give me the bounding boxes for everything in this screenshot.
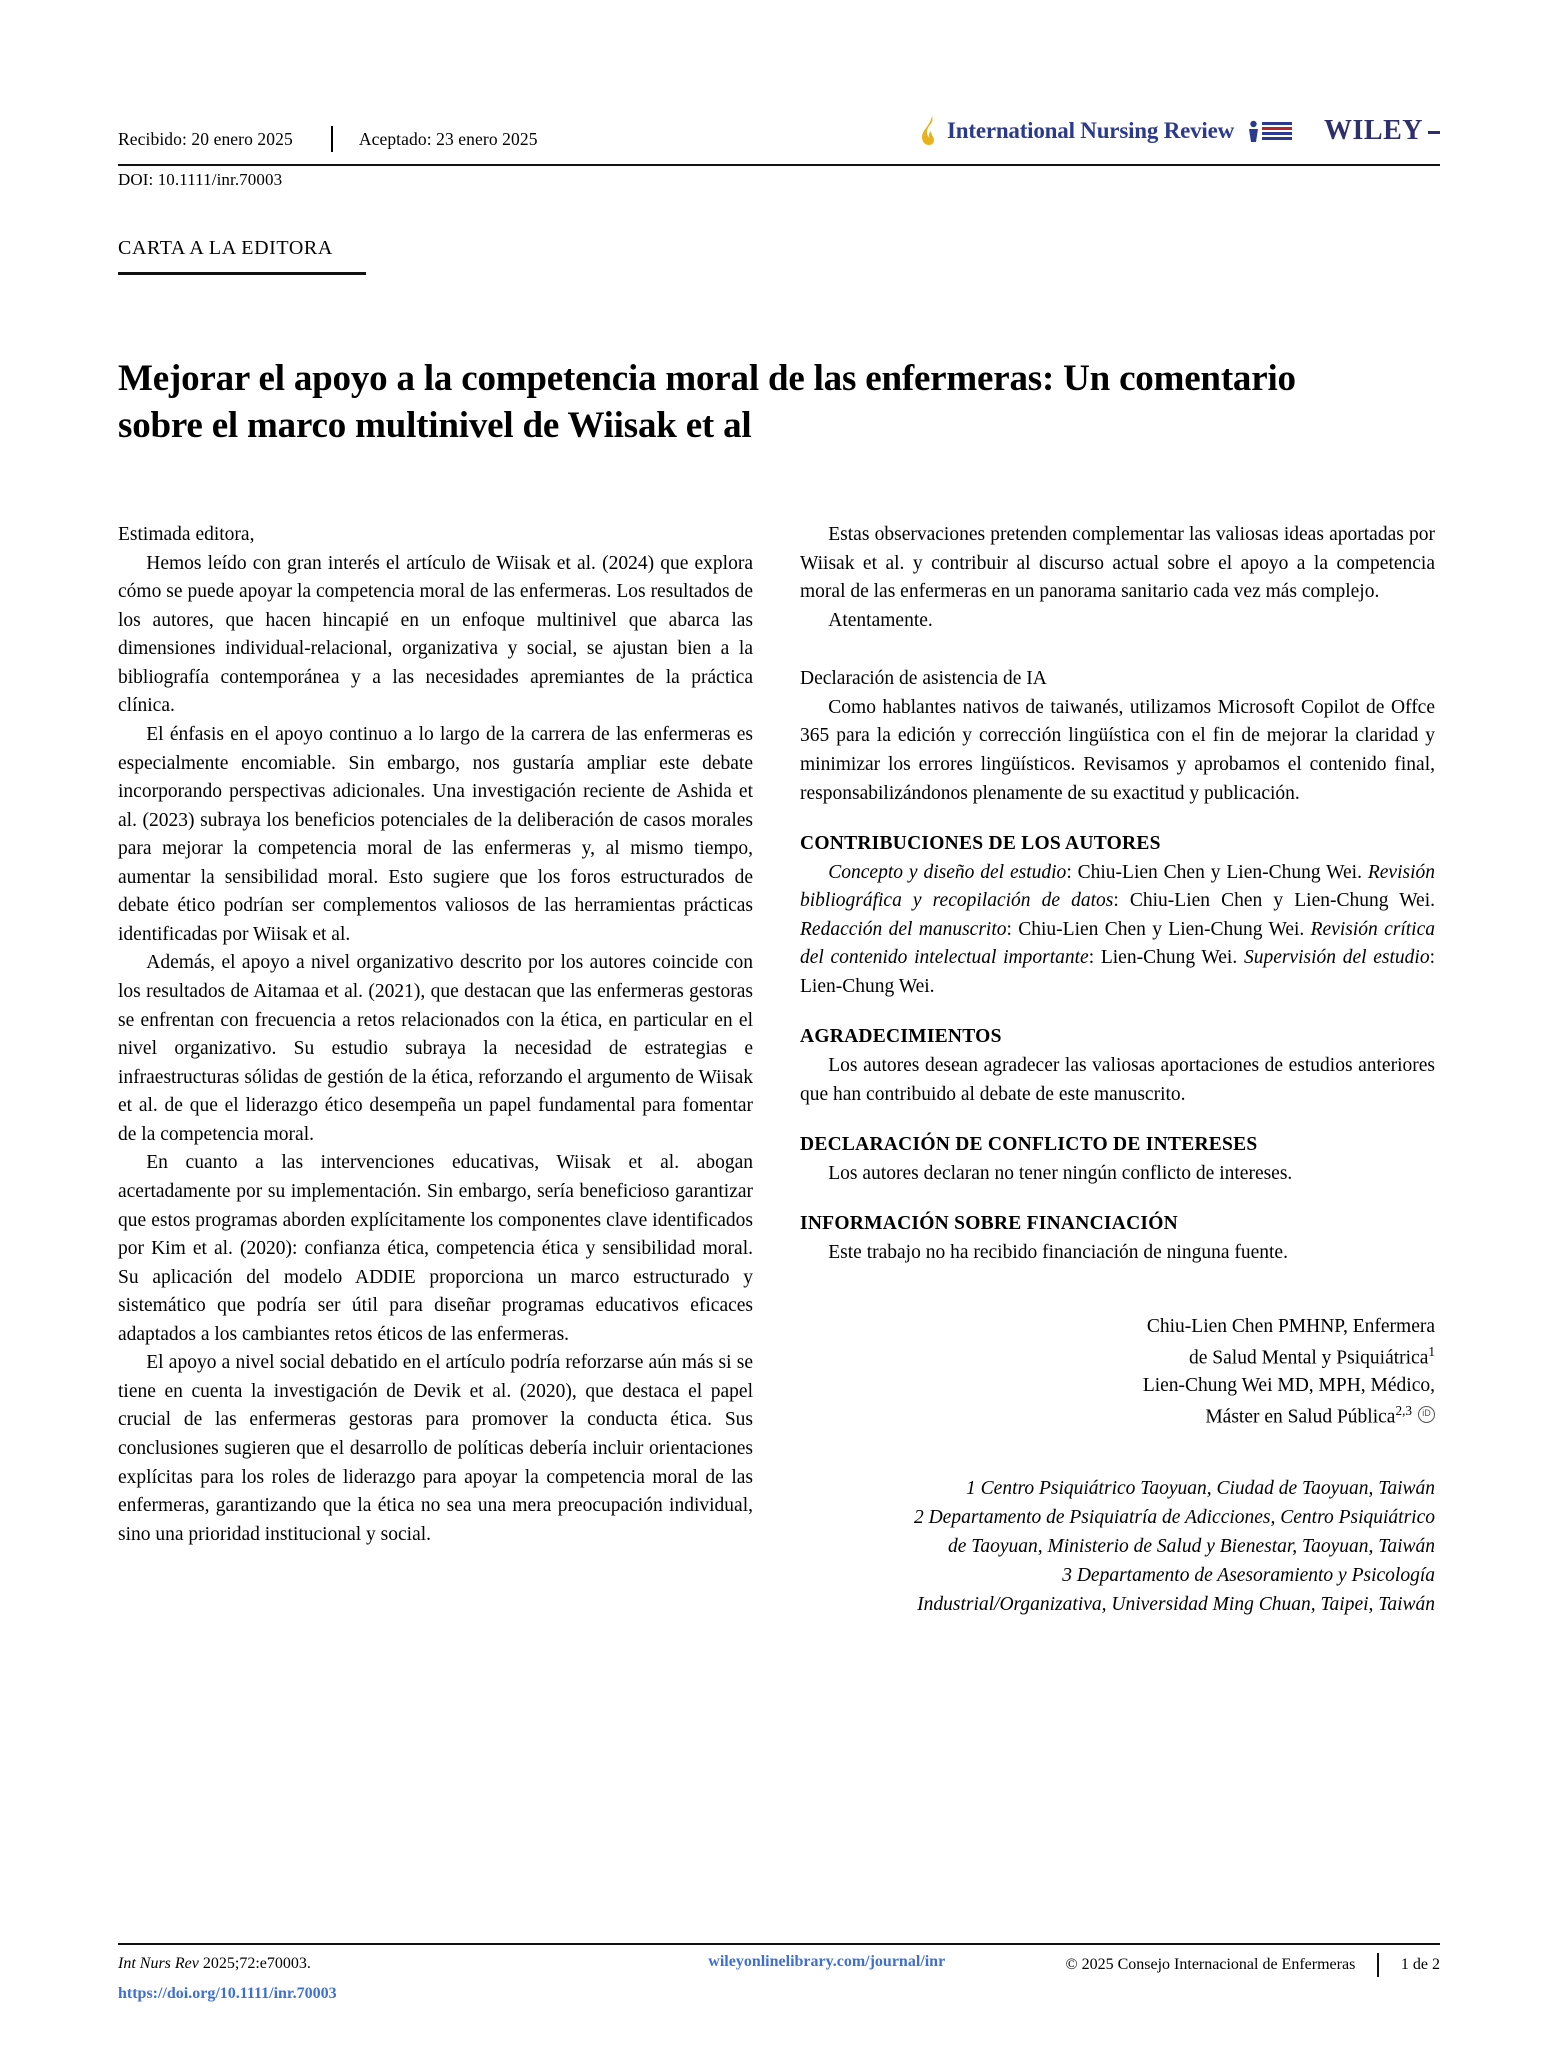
footer-page-number: 1 de 2 — [1400, 1956, 1440, 1973]
spacer — [800, 635, 1435, 665]
icn-bars-icon — [1262, 122, 1292, 140]
footer-divider — [1377, 1953, 1379, 1977]
contribution-authors: : Lien-Chung Wei. — [1088, 947, 1244, 969]
page-header — [118, 115, 1440, 206]
affiliation-line: 1 Centro Psiquiátrico Taoyuan, Ciudad de Taoyuan, Taiwán — [966, 1478, 1435, 1500]
person-icon — [1248, 120, 1259, 142]
ai-statement-heading: Declaración de asistencia de IA — [800, 668, 1047, 690]
contribution-role: Revisión crítica del contenido intelectual importante — [800, 918, 1435, 969]
journal-logo — [921, 108, 1440, 154]
flame-icon — [921, 116, 941, 146]
paragraph: Estas observaciones pretenden complementar las valiosas ideas aportadas por Wiisak et al. y contribuir al discurso actual sobre el apoyo a la competencia moral de las enfermeras en un panorama sanitario cada vez más complejo. — [800, 524, 1435, 603]
paragraph: El énfasis en el apoyo continuo a lo largo de la carrera de las enfermeras es especialmente encomiable. Sin embargo, nos gustaría ampliar este debate incorporando perspectivas adicionales. Una investigación reciente de Ashida et al. (2023) subraya los beneficios potenciales de la deliberación de casos morales para mejorar la competencia moral de las enfermeras y, al mismo tiempo, aumentar la sensibilidad moral. Esto sugiere que los foros estructurados de debate ético podrían ser complementos valiosos de las herramientas prácticas identificadas por Wiisak et al. — [118, 723, 753, 945]
footer-copyright: © 2025 Consejo Internacional de Enfermeras — [1065, 1956, 1356, 1973]
paragraph: Hemos leído con gran interés el artículo de Wiisak et al. (2024) que explora cómo se puede apoyar la competencia moral de las enfermeras. Los resultados de los autores, que hacen hincapié en un enfoque multinivel que abarca las dimensiones individual-relacional, organizativa y social, se ajustan bien a la bibliografía contemporánea y a las necesidades apremiantes de la práctica clínica. — [118, 552, 753, 717]
footer-right — [1065, 1952, 1440, 1977]
body-column-right — [800, 521, 1435, 1620]
body-column-left — [118, 521, 753, 1549]
affiliation-line: de Taoyuan, Ministerio de Salud y Bienestar, Taoyuan, Taiwán — [948, 1536, 1435, 1558]
header-date-divider — [331, 126, 333, 152]
contribution-authors: : Chiu-Lien Chen y Lien-Chung Wei. — [1113, 890, 1436, 912]
salutation: Estimada editora, — [118, 524, 255, 545]
ai-statement-body: Como hablantes nativos de taiwanés, utilizamos Microsoft Copilot de Offce 365 para la edición y corrección lingüística con el fin de mejorar la claridad y minimizar los errores lingüísticos. Revisamos y aprobamos el contenido final, responsabilizándonos plenamente de su exactitud y publicación. — [800, 696, 1435, 804]
signature-line: de Salud Mental y Psiquiátrica$^1$ — [1189, 1343, 1435, 1369]
contribution-role: Redacción del manuscrito — [800, 918, 1007, 940]
accepted-date: Aceptado: 23 enero 2025 — [358, 128, 538, 149]
footer-left — [118, 1952, 588, 2007]
section-body-acknowledgements: Los autores desean agradecer las valiosas aportaciones de estudios anteriores que han contribuido al debate de este manuscrito. — [800, 1055, 1435, 1105]
section-heading-contributions: CONTRIBUCIONES DE LOS AUTORES — [800, 833, 1161, 855]
received-date: Recibido: 20 enero 2025 — [118, 128, 293, 149]
section-heading-funding: INFORMACIÓN SOBRE FINANCIACIÓN — [800, 1213, 1179, 1235]
closing: Atentamente. — [828, 609, 933, 631]
paragraph: En cuanto a las intervenciones educativas, Wiisak et al. abogan acertadamente por su implementación. Sin embargo, sería beneficioso garantizar que estos programas aborden explícitamente los componentes clave identificados por Kim et al. (2020): confianza ética, competencia ética y sensibilidad moral. Su aplicación del modelo ADDIE proporciona un marco estructurado y sistemático que podría ser útil para diseñar programas educativos eficaces adaptados a los cambiantes retos éticos de las enfermeras. — [118, 1152, 753, 1345]
section-heading-acknowledgements: AGRADECIMIENTOS — [800, 1026, 1002, 1048]
journal-title: International Nursing Review — [947, 118, 1235, 143]
orcid-icon[interactable] — [1418, 1406, 1435, 1423]
wiley-dash-icon — [1428, 131, 1440, 134]
section-body-contributions — [800, 859, 1435, 1002]
paragraph: Además, el apoyo a nivel organizativo descrito por los autores coincide con los resultados de Aitamaa et al. (2021), que destacan que las enfermeras gestoras se enfrentan con frecuencia a retos relacionados con la ética, en particular en el nivel organizativo. Su estudio subraya la necesidad de estrategias e infraestructuras sólidas de gestión de la ética, reforzando el argumento de Wiisak et al. de que el liderazgo ético desempeña un papel fundamental para fomentar de la competencia moral. — [118, 952, 753, 1145]
footer-journal-url[interactable]: wileyonlinelibrary.com/journal/inr — [708, 1953, 946, 1970]
contribution-role: Revisión bibliográfica y recopilación de datos — [800, 861, 1436, 912]
section-body-funding: Este trabajo no ha recibido financiación de ninguna fuente. — [828, 1241, 1288, 1263]
footer-doi-link[interactable]: https://doi.org/10.1111/inr.70003 — [118, 1984, 337, 2002]
page-title: Mejorar el apoyo a la competencia moral de las enfermeras: Un comentario sobre el marco multinivel de Wiisak et al — [118, 357, 1296, 447]
contribution-authors: : Chiu-Lien Chen y Lien-Chung Wei. — [1006, 918, 1311, 940]
signature-line: Lien-Chung Wei MD, MPH, Médico, — [1142, 1375, 1435, 1397]
header-dates — [118, 126, 538, 152]
affiliations-block — [800, 1475, 1435, 1619]
author-signature-block — [800, 1313, 1435, 1431]
section-body-conflict-of-interest: Los autores declaran no tener ningún conflicto de intereses. — [828, 1162, 1293, 1184]
footer-citation: Int Nurs Rev 2025;72:e70003. — [118, 1955, 311, 1972]
article-type-label: CARTA A LA EDITORA — [118, 237, 333, 259]
affiliation-line: 3 Departamento de Asesoramiento y Psicología — [1062, 1565, 1435, 1587]
contribution-role: Concepto y diseño del estudio — [828, 861, 1067, 883]
icn-logo-icon — [1248, 120, 1292, 142]
contribution-authors: : Lien-Chung Wei. — [800, 947, 1435, 997]
article-type-rule — [118, 272, 366, 275]
paragraph: El apoyo a nivel social debatido en el artículo podría reforzarse aún más si se tiene en cuenta la investigación de Devik et al. (2020), que destaca el papel crucial de las enfermeras gestoras para promover la conducta ética. Sus conclusiones sugieren que el desarrollo de políticas debería incluir orientaciones explícitas para los roles de liderazgo para apoyar la competencia moral de las enfermeras, garantizando que la ética no sea una mera preocupación individual, sino una prioridad institucional y social. — [118, 1352, 753, 1545]
signature-line: Máster en Salud Pública$^{2,3}$iD — [800, 1401, 1435, 1432]
doi-text: DOI: 10.1111/inr.70003 — [118, 170, 283, 189]
affiliation-marker: 1 — [1428, 1343, 1435, 1359]
section-heading-conflict-of-interest: DECLARACIÓN DE CONFLICTO DE INTERESES — [800, 1134, 1258, 1156]
page-footer — [118, 1952, 1440, 2007]
contribution-role: Supervisión del estudio — [1243, 947, 1430, 969]
affiliation-marker: 2,3 — [1395, 1402, 1412, 1418]
footer-rule — [118, 1943, 1440, 1945]
contribution-authors: : Chiu-Lien Chen y Lien-Chung Wei. — [1066, 861, 1368, 883]
affiliation-line: Industrial/Organizativa, Universidad Ming Chuan, Taipei, Taiwán — [917, 1593, 1435, 1615]
publisher-name: WILEY — [1324, 115, 1440, 147]
signature-line: Chiu-Lien Chen PMHNP, Enfermera — [1146, 1316, 1435, 1338]
affiliation-line: 2 Departamento de Psiquiatría de Adicciones, Centro Psiquiátrico — [913, 1507, 1435, 1529]
header-divider-rule — [118, 164, 1440, 166]
